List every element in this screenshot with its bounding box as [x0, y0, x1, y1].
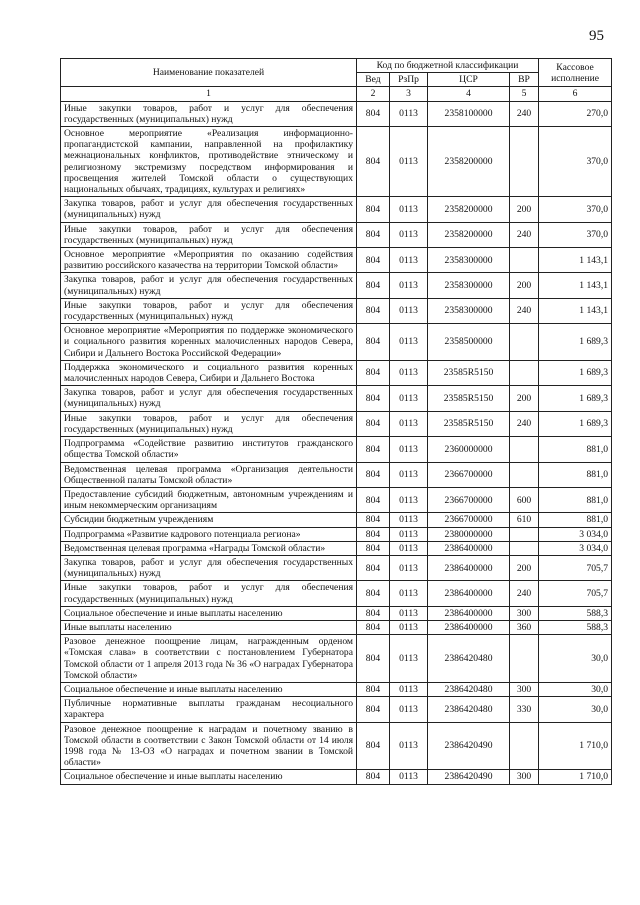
header-name: Наименование показателей: [61, 59, 357, 87]
row-sum: 1 143,1: [539, 273, 612, 298]
row-rzpr: 0113: [390, 101, 428, 126]
row-csr: 2386420490: [428, 770, 510, 784]
header-csr: ЦСР: [428, 73, 510, 87]
row-csr: 2358100000: [428, 101, 510, 126]
row-ved: 804: [357, 386, 390, 411]
row-name: Ведомственная целевая программа «Награды Томской области»: [61, 541, 357, 555]
row-ved: 804: [357, 360, 390, 385]
row-ved: 804: [357, 722, 390, 770]
row-csr: 2386420480: [428, 635, 510, 683]
row-name: Социальное обеспечение и иные выплаты населению: [61, 606, 357, 620]
row-rzpr: 0113: [390, 722, 428, 770]
row-ved: 804: [357, 527, 390, 541]
row-ved: 804: [357, 606, 390, 620]
row-sum: 1 689,3: [539, 411, 612, 436]
row-sum: 881,0: [539, 462, 612, 487]
row-sum: 588,3: [539, 606, 612, 620]
table-row: [61, 437, 612, 462]
row-ved: 804: [357, 487, 390, 512]
row-rzpr: 0113: [390, 682, 428, 696]
row-rzpr: 0113: [390, 541, 428, 555]
column-index: 6: [539, 87, 612, 101]
row-sum: 1 143,1: [539, 298, 612, 323]
row-vr: 330: [510, 697, 539, 722]
row-sum: 1 143,1: [539, 248, 612, 273]
row-name: Подпрограмма «Развитие кадрового потенциала региона»: [61, 527, 357, 541]
table-row: [61, 606, 612, 620]
row-name: Субсидии бюджетным учреждениям: [61, 513, 357, 527]
row-ved: 804: [357, 222, 390, 247]
row-csr: 2386420480: [428, 697, 510, 722]
row-ved: 804: [357, 127, 390, 197]
row-name: Иные закупки товаров, работ и услуг для обеспечения государственных (муниципальных) нужд: [61, 581, 357, 606]
row-ved: 804: [357, 462, 390, 487]
table-row: [61, 722, 612, 770]
row-csr: 2358300000: [428, 248, 510, 273]
row-sum: 1 689,3: [539, 324, 612, 361]
row-csr: 2358300000: [428, 298, 510, 323]
table-row: [61, 248, 612, 273]
column-index: 4: [428, 87, 510, 101]
row-sum: 370,0: [539, 222, 612, 247]
table-row: [61, 411, 612, 436]
header-vr: ВР: [510, 73, 539, 87]
row-csr: 2366700000: [428, 513, 510, 527]
row-name: Социальное обеспечение и иные выплаты населению: [61, 682, 357, 696]
row-name: Иные закупки товаров, работ и услуг для обеспечения государственных (муниципальных) нужд: [61, 222, 357, 247]
table-row: [61, 298, 612, 323]
row-vr: 610: [510, 513, 539, 527]
row-vr: 360: [510, 620, 539, 634]
table-row: [61, 101, 612, 126]
row-ved: 804: [357, 101, 390, 126]
row-vr: 200: [510, 197, 539, 222]
row-csr: 2358200000: [428, 197, 510, 222]
row-rzpr: 0113: [390, 555, 428, 580]
row-rzpr: 0113: [390, 581, 428, 606]
row-vr: [510, 127, 539, 197]
row-sum: 881,0: [539, 487, 612, 512]
row-name: Разовое денежное поощрение лицам, награжденным орденом «Томская слава» в соответствии с постановлением Губернатора Томской области от 1 апреля 2013 года № 36 «О наградах Губернатора Томской области»: [61, 635, 357, 683]
row-name: Ведомственная целевая программа «Организация деятельности Общественной палаты Томской области»: [61, 462, 357, 487]
row-csr: 2386400000: [428, 620, 510, 634]
row-vr: [510, 248, 539, 273]
row-rzpr: 0113: [390, 697, 428, 722]
row-ved: 804: [357, 581, 390, 606]
column-index: 1: [61, 87, 357, 101]
table-row: [61, 360, 612, 385]
row-name: Основное мероприятие «Реализация информационно-пропагандистской кампании, направленной на профилактику межнациональных конфликтов, противодействие этническому и религиозному экстремизму посредством информирования и просвещения жителей Томской области о существующих национальных обычаях, традициях, культурах и религиях»: [61, 127, 357, 197]
row-name: Иные закупки товаров, работ и услуг для обеспечения государственных (муниципальных) нужд: [61, 101, 357, 126]
row-rzpr: 0113: [390, 770, 428, 784]
table-row: [61, 197, 612, 222]
table-row: [61, 620, 612, 634]
row-sum: 705,7: [539, 555, 612, 580]
row-rzpr: 0113: [390, 513, 428, 527]
row-rzpr: 0113: [390, 386, 428, 411]
row-rzpr: 0113: [390, 273, 428, 298]
row-csr: 2380000000: [428, 527, 510, 541]
row-vr: 300: [510, 682, 539, 696]
row-rzpr: 0113: [390, 222, 428, 247]
row-ved: 804: [357, 437, 390, 462]
row-vr: [510, 324, 539, 361]
row-rzpr: 0113: [390, 606, 428, 620]
row-rzpr: 0113: [390, 324, 428, 361]
table-row: [61, 462, 612, 487]
table-row: [61, 555, 612, 580]
budget-table: [60, 58, 612, 785]
row-ved: 804: [357, 541, 390, 555]
row-rzpr: 0113: [390, 437, 428, 462]
table-row: [61, 697, 612, 722]
row-csr: 23585R5150: [428, 360, 510, 385]
row-vr: 300: [510, 606, 539, 620]
row-vr: [510, 437, 539, 462]
row-csr: 23585R5150: [428, 386, 510, 411]
row-sum: 30,0: [539, 697, 612, 722]
row-sum: 370,0: [539, 197, 612, 222]
table-row: [61, 127, 612, 197]
header-ved: Вед: [357, 73, 390, 87]
row-rzpr: 0113: [390, 248, 428, 273]
table-row: [61, 770, 612, 784]
header-row: [61, 59, 612, 73]
row-vr: [510, 527, 539, 541]
row-rzpr: 0113: [390, 635, 428, 683]
row-ved: 804: [357, 620, 390, 634]
row-name: Публичные нормативные выплаты гражданам несоциального характера: [61, 697, 357, 722]
row-ved: 804: [357, 555, 390, 580]
row-ved: 804: [357, 273, 390, 298]
row-name: Разовое денежное поощрение к наградам и почетному званию в Томской области в соответствии с Закон Томской области от 14 июля 1998 года № 13-ОЗ «О наградах и почетном звании в Томской области»: [61, 722, 357, 770]
row-vr: 200: [510, 555, 539, 580]
table-row: [61, 386, 612, 411]
row-sum: 1 689,3: [539, 386, 612, 411]
column-index: 3: [390, 87, 428, 101]
row-name: Поддержка экономического и социального развития коренных малочисленных народов Севера, Сибири и Дальнего Востока: [61, 360, 357, 385]
row-ved: 804: [357, 411, 390, 436]
row-ved: 804: [357, 770, 390, 784]
row-rzpr: 0113: [390, 127, 428, 197]
row-csr: 2386400000: [428, 555, 510, 580]
column-index: 2: [357, 87, 390, 101]
page-number: 95: [589, 28, 604, 44]
row-name: Предоставление субсидий бюджетным, автономным учреждениям и иным некоммерческим организациям: [61, 487, 357, 512]
row-csr: 2386420490: [428, 722, 510, 770]
row-ved: 804: [357, 682, 390, 696]
header-cash-execution: Кассовое исполнение: [539, 59, 612, 87]
row-ved: 804: [357, 324, 390, 361]
row-csr: 2366700000: [428, 462, 510, 487]
row-vr: 240: [510, 411, 539, 436]
row-ved: 804: [357, 298, 390, 323]
row-sum: 3 034,0: [539, 541, 612, 555]
row-vr: [510, 360, 539, 385]
row-sum: 588,3: [539, 620, 612, 634]
table-row: [61, 635, 612, 683]
row-rzpr: 0113: [390, 197, 428, 222]
row-ved: 804: [357, 513, 390, 527]
row-ved: 804: [357, 248, 390, 273]
row-rzpr: 0113: [390, 487, 428, 512]
row-vr: [510, 722, 539, 770]
row-csr: 2386400000: [428, 581, 510, 606]
row-csr: 2358300000: [428, 273, 510, 298]
column-index: 5: [510, 87, 539, 101]
row-name: Основное мероприятие «Мероприятия по поддержке экономического и социального развития коренных малочисленных народов Севера, Сибири и Дальнего Востока Российской Федерации»: [61, 324, 357, 361]
row-name: Основное мероприятие «Мероприятия по оказанию содействия развитию российского казачества на территории Томской области»: [61, 248, 357, 273]
row-vr: 240: [510, 222, 539, 247]
row-ved: 804: [357, 635, 390, 683]
table-row: [61, 487, 612, 512]
row-sum: 30,0: [539, 682, 612, 696]
row-sum: 1 710,0: [539, 770, 612, 784]
table-row: [61, 513, 612, 527]
row-sum: 1 710,0: [539, 722, 612, 770]
row-rzpr: 0113: [390, 298, 428, 323]
row-sum: 1 689,3: [539, 360, 612, 385]
table-row: [61, 581, 612, 606]
row-vr: 240: [510, 298, 539, 323]
row-ved: 804: [357, 197, 390, 222]
column-index-row: [61, 87, 612, 101]
header-rzpr: РзПр: [390, 73, 428, 87]
row-csr: 2386400000: [428, 541, 510, 555]
table-row: [61, 324, 612, 361]
row-csr: 2358500000: [428, 324, 510, 361]
row-vr: 600: [510, 487, 539, 512]
row-sum: 270,0: [539, 101, 612, 126]
row-rzpr: 0113: [390, 411, 428, 436]
row-name: Иные закупки товаров, работ и услуг для обеспечения государственных (муниципальных) нужд: [61, 411, 357, 436]
row-vr: [510, 635, 539, 683]
row-vr: 200: [510, 273, 539, 298]
row-csr: 2358200000: [428, 127, 510, 197]
row-csr: 2386420480: [428, 682, 510, 696]
table-row: [61, 541, 612, 555]
header-code-group: Код по бюджетной классификации: [357, 59, 539, 73]
row-rzpr: 0113: [390, 527, 428, 541]
row-name: Подпрограмма «Содействие развитию институтов гражданского общества Томской области»: [61, 437, 357, 462]
row-name: Закупка товаров, работ и услуг для обеспечения государственных (муниципальных) нужд: [61, 197, 357, 222]
row-vr: [510, 541, 539, 555]
table-row: [61, 527, 612, 541]
row-vr: [510, 462, 539, 487]
row-csr: 23585R5150: [428, 411, 510, 436]
row-name: Закупка товаров, работ и услуг для обеспечения государственных (муниципальных) нужд: [61, 273, 357, 298]
row-csr: 2358200000: [428, 222, 510, 247]
row-sum: 705,7: [539, 581, 612, 606]
row-csr: 2366700000: [428, 487, 510, 512]
row-sum: 881,0: [539, 437, 612, 462]
row-rzpr: 0113: [390, 360, 428, 385]
row-name: Закупка товаров, работ и услуг для обеспечения государственных (муниципальных) нужд: [61, 386, 357, 411]
row-sum: 3 034,0: [539, 527, 612, 541]
row-name: Иные закупки товаров, работ и услуг для обеспечения государственных (муниципальных) нужд: [61, 298, 357, 323]
row-name: Социальное обеспечение и иные выплаты населению: [61, 770, 357, 784]
row-vr: 300: [510, 770, 539, 784]
table-row: [61, 222, 612, 247]
row-vr: 240: [510, 101, 539, 126]
row-rzpr: 0113: [390, 462, 428, 487]
row-csr: 2386400000: [428, 606, 510, 620]
row-name: Закупка товаров, работ и услуг для обеспечения государственных (муниципальных) нужд: [61, 555, 357, 580]
row-sum: 30,0: [539, 635, 612, 683]
row-name: Иные выплаты населению: [61, 620, 357, 634]
row-sum: 370,0: [539, 127, 612, 197]
table-body: [61, 101, 612, 784]
row-vr: 240: [510, 581, 539, 606]
row-vr: 200: [510, 386, 539, 411]
row-sum: 881,0: [539, 513, 612, 527]
row-csr: 2360000000: [428, 437, 510, 462]
row-ved: 804: [357, 697, 390, 722]
table-row: [61, 273, 612, 298]
row-rzpr: 0113: [390, 620, 428, 634]
table-row: [61, 682, 612, 696]
